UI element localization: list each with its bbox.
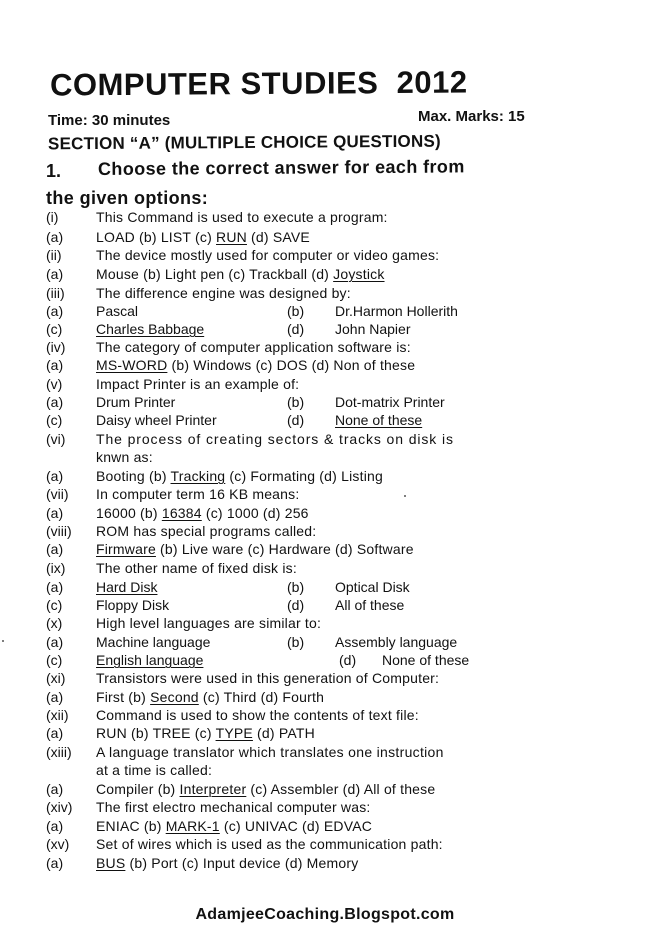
exam-page: COMPUTER STUDIES 2012 Time: 30 minutes Max. Marks: 15 SECTION “A” (MULTIPLE CHOICE QUESTIONS) 1. Choose the correct answer for each from the given options: (i) This Command is used to execute a program: (a) LOAD (b) LIST (c) RUN (d) SAVE (ii) The device mostly used for computer or video games: (a) Mouse (b) Light pen (c) Trackball (d) Joystick (iii) The difference engine was designed by: (a) Pascal (b) Dr.Harmon Hollerith (c) Charles Babbage (d) John Napier (iv) The category of computer application software is: (a) MS-WORD (b) Windows (c) DOS (d) Non of these (v) Impact Printer is an example of: (a) Drum Printer (b) Dot-matrix Printer (c) Daisy wheel Printer (d) None of these (vi) The process of creating sectors & tracks on disk is knwn as: (a) Booting (b) Tracking (c) Formating (d) Listing (vii) In computer term 16 KB means: (a) 16000 (b) 16384 (c) 1000 (d) 256 (viii) ROM has special programs called: (a) Firmware (b) Live ware (c) Hardware (d) Software (ix) The other name of fixed disk is: (a) Hard Disk (b) Optical Disk (c) Floppy Disk (d) All of these (x) High level languages are similar to: (a) Machine language (b) Assembly language (c) English language (d) None of these (xi) Transistors were used in this generation of Computer: (a) First (b) Second (c) Third (d) Fourth (xii) Command is used to show the contents of text file: (a) RUN (b) TREE (c) TYPE (d) PATH (xiii) A language translator which translates one instruction at a time is called: (a) Compiler (b) Interpreter (c) Assembler (d) All of these (xiv) The first electro mechanical computer was: (a) ENIAC (b) MARK-1 (c) UNIVAC (d) EDVAC (xv) Set of wires which is used as the communication path: (a) BUS (b) Port (c) Input device (d) Memory AdamjeeCoaching.Blogspot.com [0, 0, 650, 930]
option-a: Pascal [96, 303, 139, 319]
correct-answer: English language [96, 652, 204, 668]
question-label: (v) [46, 376, 63, 392]
question-text: Command is used to show the contents of text file: [96, 707, 419, 723]
question-text: The first electro mechanical computer was: [96, 799, 371, 815]
question-text: Impact Printer is an example of: [96, 376, 300, 392]
option-a: Machine language [96, 634, 211, 650]
question-label: (xii) [46, 707, 69, 723]
options-text: Mouse (b) Light pen (c) Trackball (d) Joystick [96, 266, 385, 282]
question-label: (iii) [46, 285, 65, 301]
question-instruction-line1: Choose the correct answer for each from [97, 156, 465, 179]
question-text: The device mostly used for computer or video games: [96, 247, 440, 263]
options-text: MS-WORD (b) Windows (c) DOS (d) Non of these [96, 357, 416, 373]
correct-answer: MARK-1 [165, 818, 220, 834]
options-text: 16000 (b) 16384 (c) 1000 (d) 256 [96, 505, 309, 521]
scan-speck [404, 495, 406, 497]
correct-answer: 16384 [161, 505, 202, 521]
question-text: The other name of fixed disk is: [96, 560, 297, 576]
option-b: Optical Disk [335, 579, 410, 595]
question-text: A language translator which translates one instruction [96, 744, 444, 760]
question-text: Set of wires which is used as the communication path: [96, 836, 443, 852]
option-d: John Napier [335, 321, 411, 337]
correct-answer: Second [150, 689, 199, 705]
correct-answer: Charles Babbage [96, 321, 205, 337]
options-text: First (b) Second (c) Third (d) Fourth [96, 689, 325, 705]
question-text: In computer term 16 KB means: [96, 486, 300, 502]
options-text: LOAD (b) LIST (c) RUN (d) SAVE [96, 229, 310, 245]
correct-answer: Tracking [170, 468, 226, 484]
question-label: (ii) [46, 247, 62, 263]
question-label: (i) [46, 209, 59, 225]
page-title: COMPUTER STUDIES 2012 [49, 64, 468, 103]
options-text: RUN (b) TREE (c) TYPE (d) PATH [96, 725, 315, 741]
question-label: (vi) [46, 431, 66, 447]
options-text: Compiler (b) Interpreter (c) Assembler (d) All of these [96, 781, 436, 797]
question-text-cont: knwn as: [96, 449, 153, 465]
question-label: (x) [46, 615, 63, 631]
correct-answer: MS-WORD [96, 357, 168, 373]
correct-answer: None of these [335, 412, 423, 428]
question-text-cont: at a time is called: [96, 762, 213, 778]
correct-answer: RUN [216, 229, 247, 245]
question-text: The difference engine was designed by: [96, 285, 351, 301]
question-label: (viii) [46, 523, 72, 539]
correct-answer: Firmware [96, 541, 156, 557]
question-label: (xi) [46, 670, 66, 686]
section-heading: SECTION “A” (MULTIPLE CHOICE QUESTIONS) [47, 131, 441, 154]
question-label: (iv) [46, 339, 66, 355]
option-b: Assembly language [335, 634, 458, 650]
option-b: Dr.Harmon Hollerith [335, 303, 458, 319]
option-b: Dot-matrix Printer [335, 394, 445, 410]
question-text: The process of creating sectors & tracks on disk is [96, 431, 454, 447]
question-text: ROM has special programs called: [96, 523, 317, 539]
question-number: 1. [46, 161, 62, 181]
question-instruction-line2: the given options: [46, 188, 209, 208]
max-marks-label: Max. Marks: 15 [418, 108, 525, 125]
question-text: Transistors were used in this generation of Computer: [96, 670, 440, 686]
options-text: ENIAC (b) MARK-1 (c) UNIVAC (d) EDVAC [96, 818, 373, 834]
question-label: (xv) [46, 836, 70, 852]
correct-answer: Interpreter [179, 781, 247, 797]
question-label: (vii) [46, 486, 69, 502]
option-c: Daisy wheel Printer [96, 412, 217, 428]
correct-answer: TYPE [215, 725, 253, 741]
option-c: Floppy Disk [96, 597, 170, 613]
question-label: (xiv) [46, 799, 73, 815]
question-label: (xiii) [46, 744, 72, 760]
options-text: Firmware (b) Live ware (c) Hardware (d) Software [96, 541, 414, 557]
options-text: BUS (b) Port (c) Input device (d) Memory [96, 855, 359, 871]
correct-answer: Joystick [333, 266, 385, 282]
scan-speck [2, 640, 4, 642]
footer-watermark: AdamjeeCoaching.Blogspot.com [195, 906, 455, 923]
option-label: (a) [46, 229, 64, 245]
correct-answer: Hard Disk [96, 579, 158, 595]
correct-answer: BUS [96, 855, 126, 871]
question-text: High level languages are similar to: [96, 615, 322, 631]
option-d: All of these [335, 597, 405, 613]
question-text: This Command is used to execute a program: [96, 209, 388, 225]
option-label: (a) [46, 266, 64, 282]
options-text: Booting (b) Tracking (c) Formating (d) Listing [96, 468, 383, 484]
question-text: The category of computer application software is: [96, 339, 411, 355]
question-label: (ix) [46, 560, 66, 576]
option-d: None of these [382, 652, 470, 668]
time-label: Time: 30 minutes [48, 112, 171, 129]
option-a: Drum Printer [96, 394, 176, 410]
